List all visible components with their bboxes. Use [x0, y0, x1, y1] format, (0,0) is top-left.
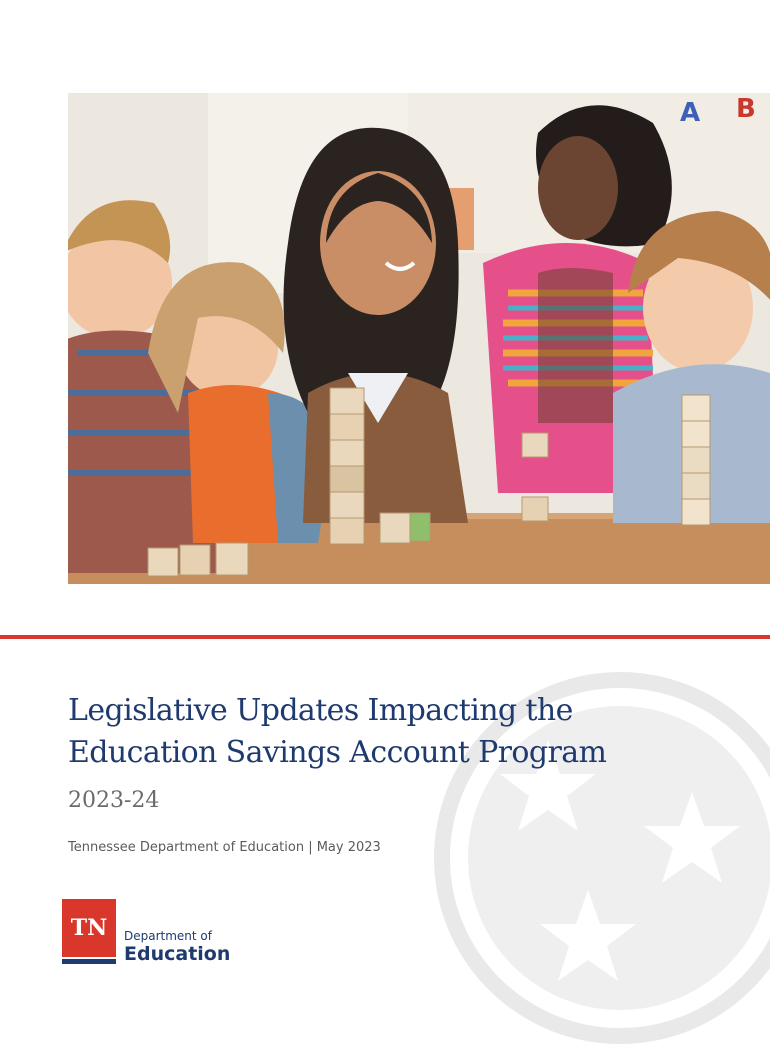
- byline: Tennessee Department of Education | May 2023: [68, 840, 381, 855]
- logo-education: Education: [124, 943, 231, 965]
- logo-mark: TN: [62, 899, 116, 957]
- accent-rule: [0, 635, 770, 639]
- classroom-photo-illustration: [68, 93, 770, 584]
- cover-photo: [68, 93, 770, 584]
- logo-bar: [62, 959, 116, 964]
- document-title: Legislative Updates Impacting the Education Savings Account Program: [68, 693, 607, 770]
- svg-text:A: A: [680, 98, 701, 128]
- svg-text:B: B: [736, 94, 756, 124]
- school-year: 2023-24: [68, 788, 160, 813]
- logo-department: Department of: [124, 929, 212, 943]
